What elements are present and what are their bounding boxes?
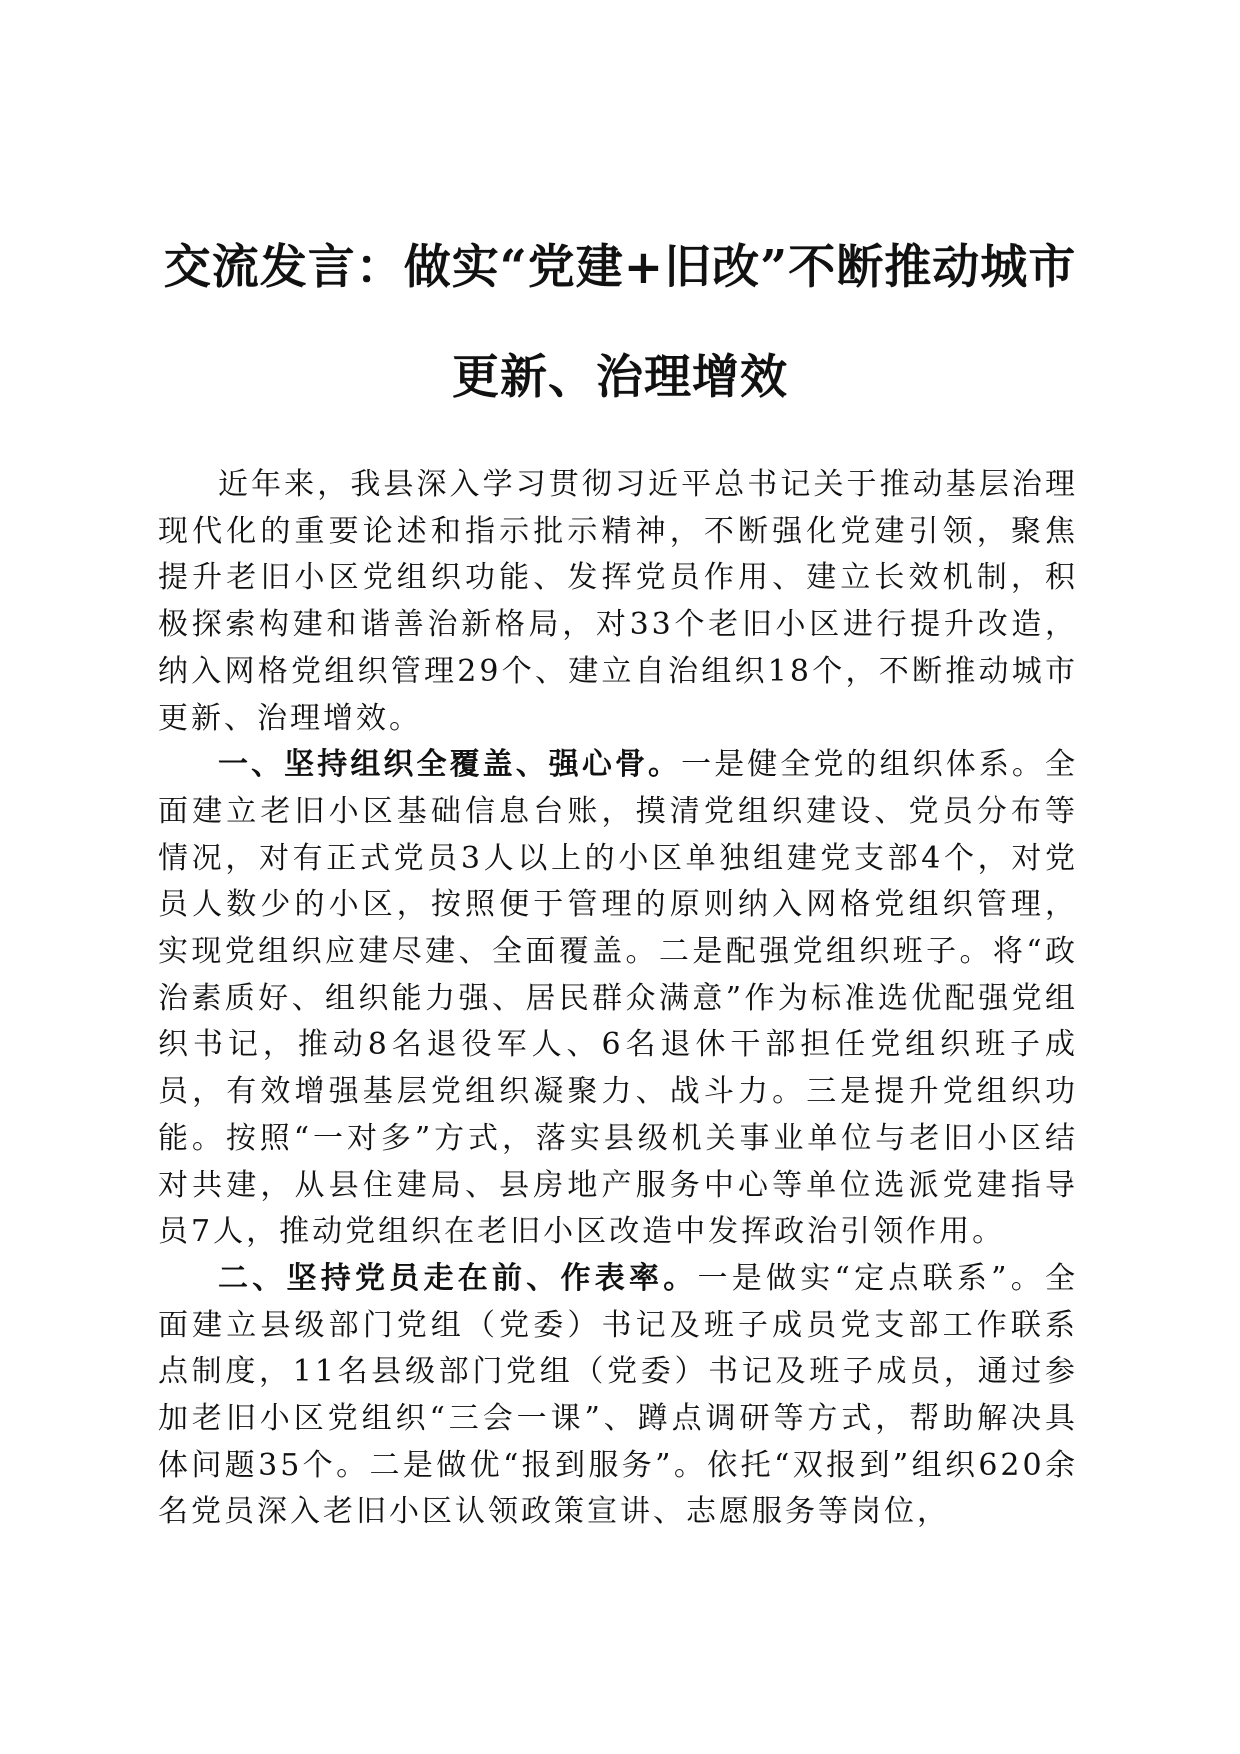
paragraph-section-2 [158,1256,1078,1536]
document-title-line-2: 更新、治理增效 [452,350,788,405]
paragraph-intro [158,462,1078,742]
paragraph-text: 一是做实“定点联系”。全面建立县级部门党组（党委）书记及班子成员党支部工作联系点制度，11名县级部门党组（党委）书记及班子成员，通过参加老旧小区党组织“三会一课”、蹲点调研等方式，帮助解决具体问题35个。二是做优“报到服务”。依托“双报到”组织620余名党员深入老旧小区认领政策宣讲、志愿服务等岗位， [158,1260,1078,1530]
document-body [158,462,1078,1536]
paragraph-text: 一是健全党的组织体系。全面建立老旧小区基础信息台账，摸清党组织建设、党员分布等情况，对有正式党员3人以上的小区单独组建党支部4个，对党员人数少的小区，按照便于管理的原则纳入网格党组织管理，实现党组织应建尽建、全面覆盖。二是配强党组织班子。将“政治素质好、组织能力强、居民群众满意”作为标准选优配强党组织书记，推动8名退役军人、6名退休干部担任党组织班子成员，有效增强基层党组织凝聚力、战斗力。三是提升党组织功能。按照“一对多”方式，落实县级机关事业单位与老旧小区结对共建，从县住建局、县房地产服务中心等单位选派党建指导员7人，推动党组织在老旧小区改造中发挥政治引领作用。 [158,747,1079,1250]
section-heading: 二、坚持党员走在前、作表率。 [218,1260,698,1296]
section-heading: 一、坚持组织全覆盖、强心骨。 [218,747,682,783]
paragraph-text: 近年来，我县深入学习贯彻习近平总书记关于推动基层治理现代化的重要论述和指示批示精神，不断强化党建引领，聚焦提升老旧小区党组织功能、发挥党员作用、建立长效机制，积极探索构建和谐善治新格局，对33个老旧小区进行提升改造，纳入网格党组织管理29个、建立自治组织18个，不断推动城市更新、治理增效。 [158,467,1078,736]
document-title-line-1: 交流发言：做实“党建+旧改”不断推动城市 [163,240,1077,295]
paragraph-section-1 [158,742,1078,1256]
